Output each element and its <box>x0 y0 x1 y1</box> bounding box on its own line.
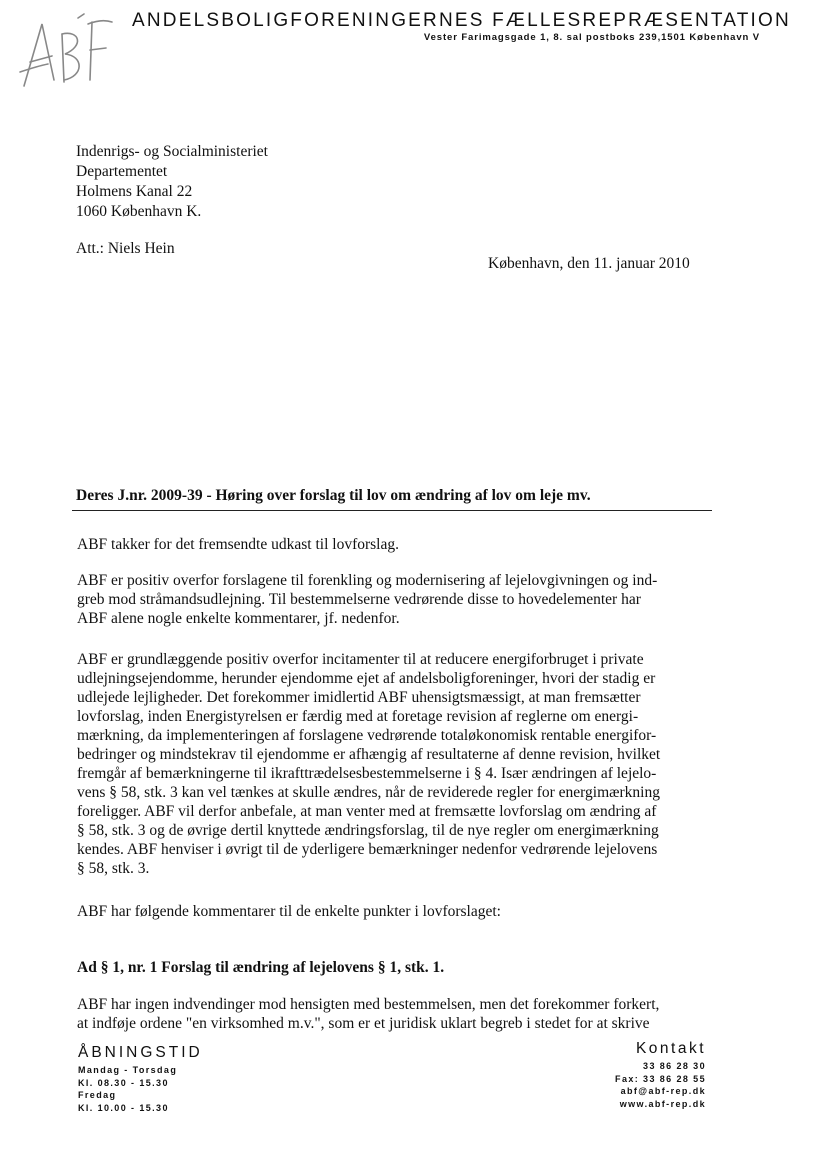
text-line: ABF er grundlæggende positiv overfor incitamenter til at reducere energiforbruget i private <box>77 651 644 668</box>
opening-hours <box>78 1044 203 1114</box>
organization-name: ANDELSBOLIGFORENINGERNES FÆLLESREPRÆSENTATION <box>132 10 791 31</box>
subject-divider <box>72 510 712 511</box>
recipient-line: Indenrigs- og Socialministeriet <box>76 143 268 160</box>
date-line: København, den 11. januar 2010 <box>488 255 690 272</box>
paragraph-comments-intro <box>77 902 707 921</box>
paragraph-energy <box>77 650 707 878</box>
text-line: greb mod stråmandsudlejning. Til bestemmelserne vedrørende disse to hovedelementer har <box>77 591 641 608</box>
paragraph-positive <box>77 571 707 628</box>
contact-website: www.abf-rep.dk <box>619 1098 706 1109</box>
text-line: mærkning, da implementeringen af forslagene vedrørende totaløkonomisk rentable energifor- <box>77 727 657 744</box>
text-line: at indføje ordene "en virksomhed m.v.", som er et juridisk uklart begreb i stedet for at skrive <box>77 1015 650 1032</box>
contact-email: abf@abf-rep.dk <box>620 1086 706 1096</box>
text-line: ABF er positiv overfor forslagene til forenkling og modernisering af lejelovgivningen og ind- <box>77 572 658 589</box>
organization-address: Vester Farimagsgade 1, 8. sal postboks 239,1501 København V <box>423 32 760 43</box>
attention-line: Att.: Niels Hein <box>76 240 175 257</box>
text-line: udlejningsejendomme, herunder ejendomme ejet af andelsboligforeninger, hvori der stadig er <box>77 670 656 687</box>
opening-hours-line: Kl. 10.00 - 15.30 <box>78 1102 169 1113</box>
text-line: bedringer og mindstekrav til ejendomme er afhængig af resultaterne af denne revision, hvilket <box>77 746 661 763</box>
contact-info <box>560 1040 706 1110</box>
opening-hours-line: Mandag - Torsdag <box>78 1065 178 1075</box>
recipient-address <box>76 142 268 222</box>
text-line: udlejede lejligheder. Det forekommer imidlertid ABF uhensigtsmæssigt, at man fremsætter <box>77 689 641 706</box>
contact-phone: 33 86 28 30 <box>643 1061 706 1071</box>
recipient-line: Holmens Kanal 22 <box>76 183 193 200</box>
text-line: ABF har følgende kommentarer til de enkelte punkter i lovforslaget: <box>77 903 501 920</box>
abf-logo <box>18 10 114 94</box>
opening-hours-title: ÅBNINGSTID <box>78 1044 203 1061</box>
text-line: fremgår af bemærkningerne til ikrafttrædelsesbestemmelserne i § 4. Især ændringen af lejelo- <box>77 765 657 782</box>
text-line: § 58, stk. 3. <box>77 860 150 877</box>
text-line: vens § 58, stk. 3 kan vel tænkes at skulle ændres, når de reviderede regler for energimærkning <box>77 784 660 801</box>
text-line: foreligger. ABF vil derfor anbefale, at man venter med at fremsætte lovforslag om ændring af <box>77 803 657 820</box>
text-line: ABF takker for det fremsendte udkast til lovforslag. <box>77 536 399 553</box>
opening-hours-line: Kl. 08.30 - 15.30 <box>78 1077 169 1088</box>
recipient-line: 1060 København K. <box>76 203 202 220</box>
text-line: ABF alene nogle enkelte kommentarer, jf. nedenfor. <box>77 610 400 627</box>
text-line: lovforslag, inden Energistyrelsen er færdig med at foretage revision af reglerne om energi- <box>77 708 639 725</box>
paragraph-thanks <box>77 535 707 554</box>
section-heading: Ad § 1, nr. 1 Forslag til ændring af lejelovens § 1, stk. 1. <box>77 959 445 976</box>
contact-fax: Fax: 33 86 28 55 <box>615 1073 706 1084</box>
paragraph-section-1 <box>77 995 707 1033</box>
text-line: kendes. ABF henviser i øvrigt til de yderligere bemærkninger nedenfor vedrørende lejelovens <box>77 841 658 858</box>
opening-hours-line: Fredag <box>78 1090 117 1100</box>
text-line: § 58, stk. 3 og de øvrige dertil knyttede ændringsforslag, til de nye regler om energimærkning <box>77 822 659 839</box>
subject-line: Deres J.nr. 2009-39 - Høring over forslag til lov om ændring af lov om leje mv. <box>76 487 591 504</box>
text-line: ABF har ingen indvendinger mod hensigten med bestemmelsen, men det forekommer forkert, <box>77 996 660 1013</box>
recipient-line: Departementet <box>76 163 168 180</box>
contact-title: Kontakt <box>635 1040 706 1057</box>
